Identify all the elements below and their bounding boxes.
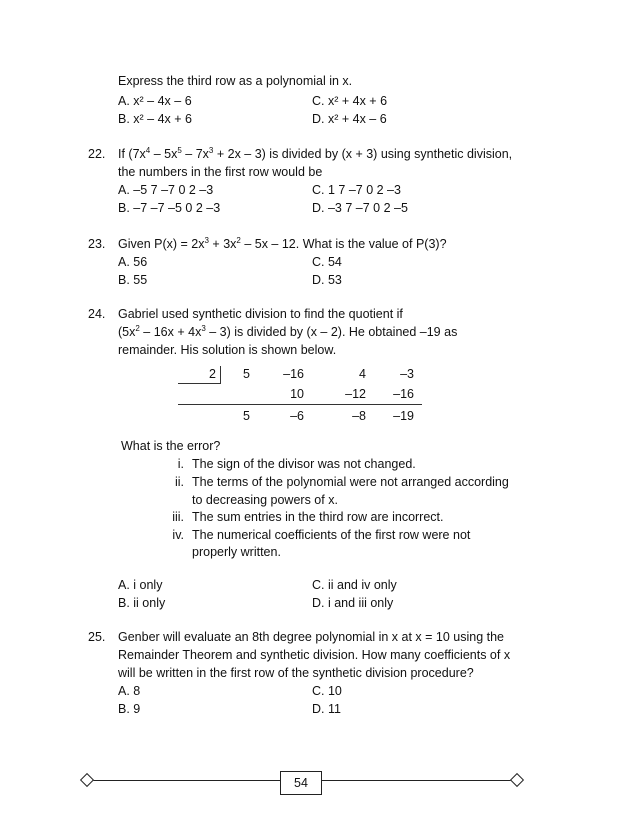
row3-cell: 5 — [243, 409, 250, 423]
q24-option-a: A. i only — [118, 578, 163, 592]
divisor-value: 2 — [209, 367, 216, 381]
synthetic-division-table — [170, 366, 430, 426]
row1-cell: –3 — [400, 367, 414, 381]
q24-stem-line1: Gabriel used synthetic division to find the quotient if — [118, 307, 403, 321]
q22-option-a: A. –5 7 –7 0 2 –3 — [118, 183, 214, 197]
sum-divider-line — [178, 404, 422, 405]
q23-option-c: C. 54 — [312, 255, 342, 269]
q22-option-b: B. –7 –7 –5 0 2 –3 — [118, 201, 221, 215]
q25-option-a: A. 8 — [118, 684, 141, 698]
q25-option-b: B. 9 — [118, 702, 141, 716]
q23-number: 23. — [88, 237, 106, 251]
q21-option-c: C. x² + 4x + 6 — [312, 94, 388, 108]
error-option-text: The sum entries in the third row are incorrect. — [192, 510, 444, 524]
q24-option-c: C. ii and iv only — [312, 578, 397, 592]
error-option-text: The sign of the divisor was not changed. — [192, 457, 416, 471]
q22-stem-line2: the numbers in the first row would be — [118, 165, 323, 179]
q24-number: 24. — [88, 307, 106, 321]
row3-cell: –8 — [352, 409, 366, 423]
row3-cell: –19 — [393, 409, 414, 423]
q21-option-d: D. x² + 4x – 6 — [312, 112, 387, 126]
q23-option-b: B. 55 — [118, 273, 148, 287]
q25-stem-line1: Genber will evaluate an 8th degree polynomial in x at x = 10 using the — [118, 630, 505, 644]
q24-option-b: B. ii only — [118, 596, 166, 610]
roman-numeral: iii. — [172, 510, 184, 524]
roman-numeral: iv. — [172, 528, 184, 542]
row2-cell: 10 — [290, 387, 304, 401]
q23-stem: Given $P(x) = 2x^3 + 3x^2 - 5x - 12$. What is the value of P(3)? — [118, 236, 447, 251]
q22-option-d: D. –3 7 –7 0 2 –5 — [312, 201, 408, 215]
q23-option-a: A. 56 — [118, 255, 148, 269]
q23-option-d: D. 53 — [312, 273, 342, 287]
error-option-text: properly written. — [192, 545, 281, 559]
q25-stem-line3: will be written in the first row of the synthetic division procedure? — [118, 666, 474, 680]
q24-option-d: D. i and iii only — [312, 596, 394, 610]
row1-cell: –16 — [283, 367, 304, 381]
q25-option-d: D. 11 — [312, 702, 341, 716]
row2-cell: –12 — [345, 387, 366, 401]
page-number: 54 — [280, 771, 322, 795]
row3-cell: –6 — [290, 409, 304, 423]
error-option-text: The numerical coefficients of the first row were not — [192, 528, 471, 542]
q24-stem-line3: remainder. His solution is shown below. — [118, 343, 337, 357]
q21-option-b: B. x² – 4x + 6 — [118, 112, 192, 126]
error-option-text: to decreasing powers of x. — [192, 493, 338, 507]
roman-numeral: i. — [177, 457, 184, 471]
q22-stem-line1: If $(7x^4 - 5x^5 - 7x^3 + 2x - 3)$ is divided by (x + 3) using synthetic division, — [118, 146, 513, 161]
q25-number: 25. — [88, 630, 106, 644]
q21-prompt: Express the third row as a polynomial in x. — [118, 74, 353, 88]
q22-number: 22. — [88, 147, 106, 161]
roman-numeral: ii. — [174, 475, 184, 489]
footer-right-diamond — [510, 773, 524, 787]
row1-cell: 4 — [359, 367, 366, 381]
q24-stem-line2: $(5x^2 - 16x + 4x^3 - 3)$ is divided by (x – 2). He obtained –19 as — [118, 324, 458, 339]
q24-error-question: What is the error? — [121, 439, 221, 453]
row1-cell: 5 — [243, 367, 250, 381]
row2-cell: –16 — [393, 387, 414, 401]
footer-left-diamond — [80, 773, 94, 787]
q25-stem-line2: Remainder Theorem and synthetic division. How many coefficients of x — [118, 648, 511, 662]
error-option-text: The terms of the polynomial were not arranged according — [192, 475, 509, 489]
divisor-bracket-horizontal — [178, 383, 221, 384]
q25-option-c: C. 10 — [312, 684, 342, 698]
q22-option-c: C. 1 7 –7 0 2 –3 — [312, 183, 401, 197]
q21-option-a: A. x² – 4x – 6 — [118, 94, 192, 108]
